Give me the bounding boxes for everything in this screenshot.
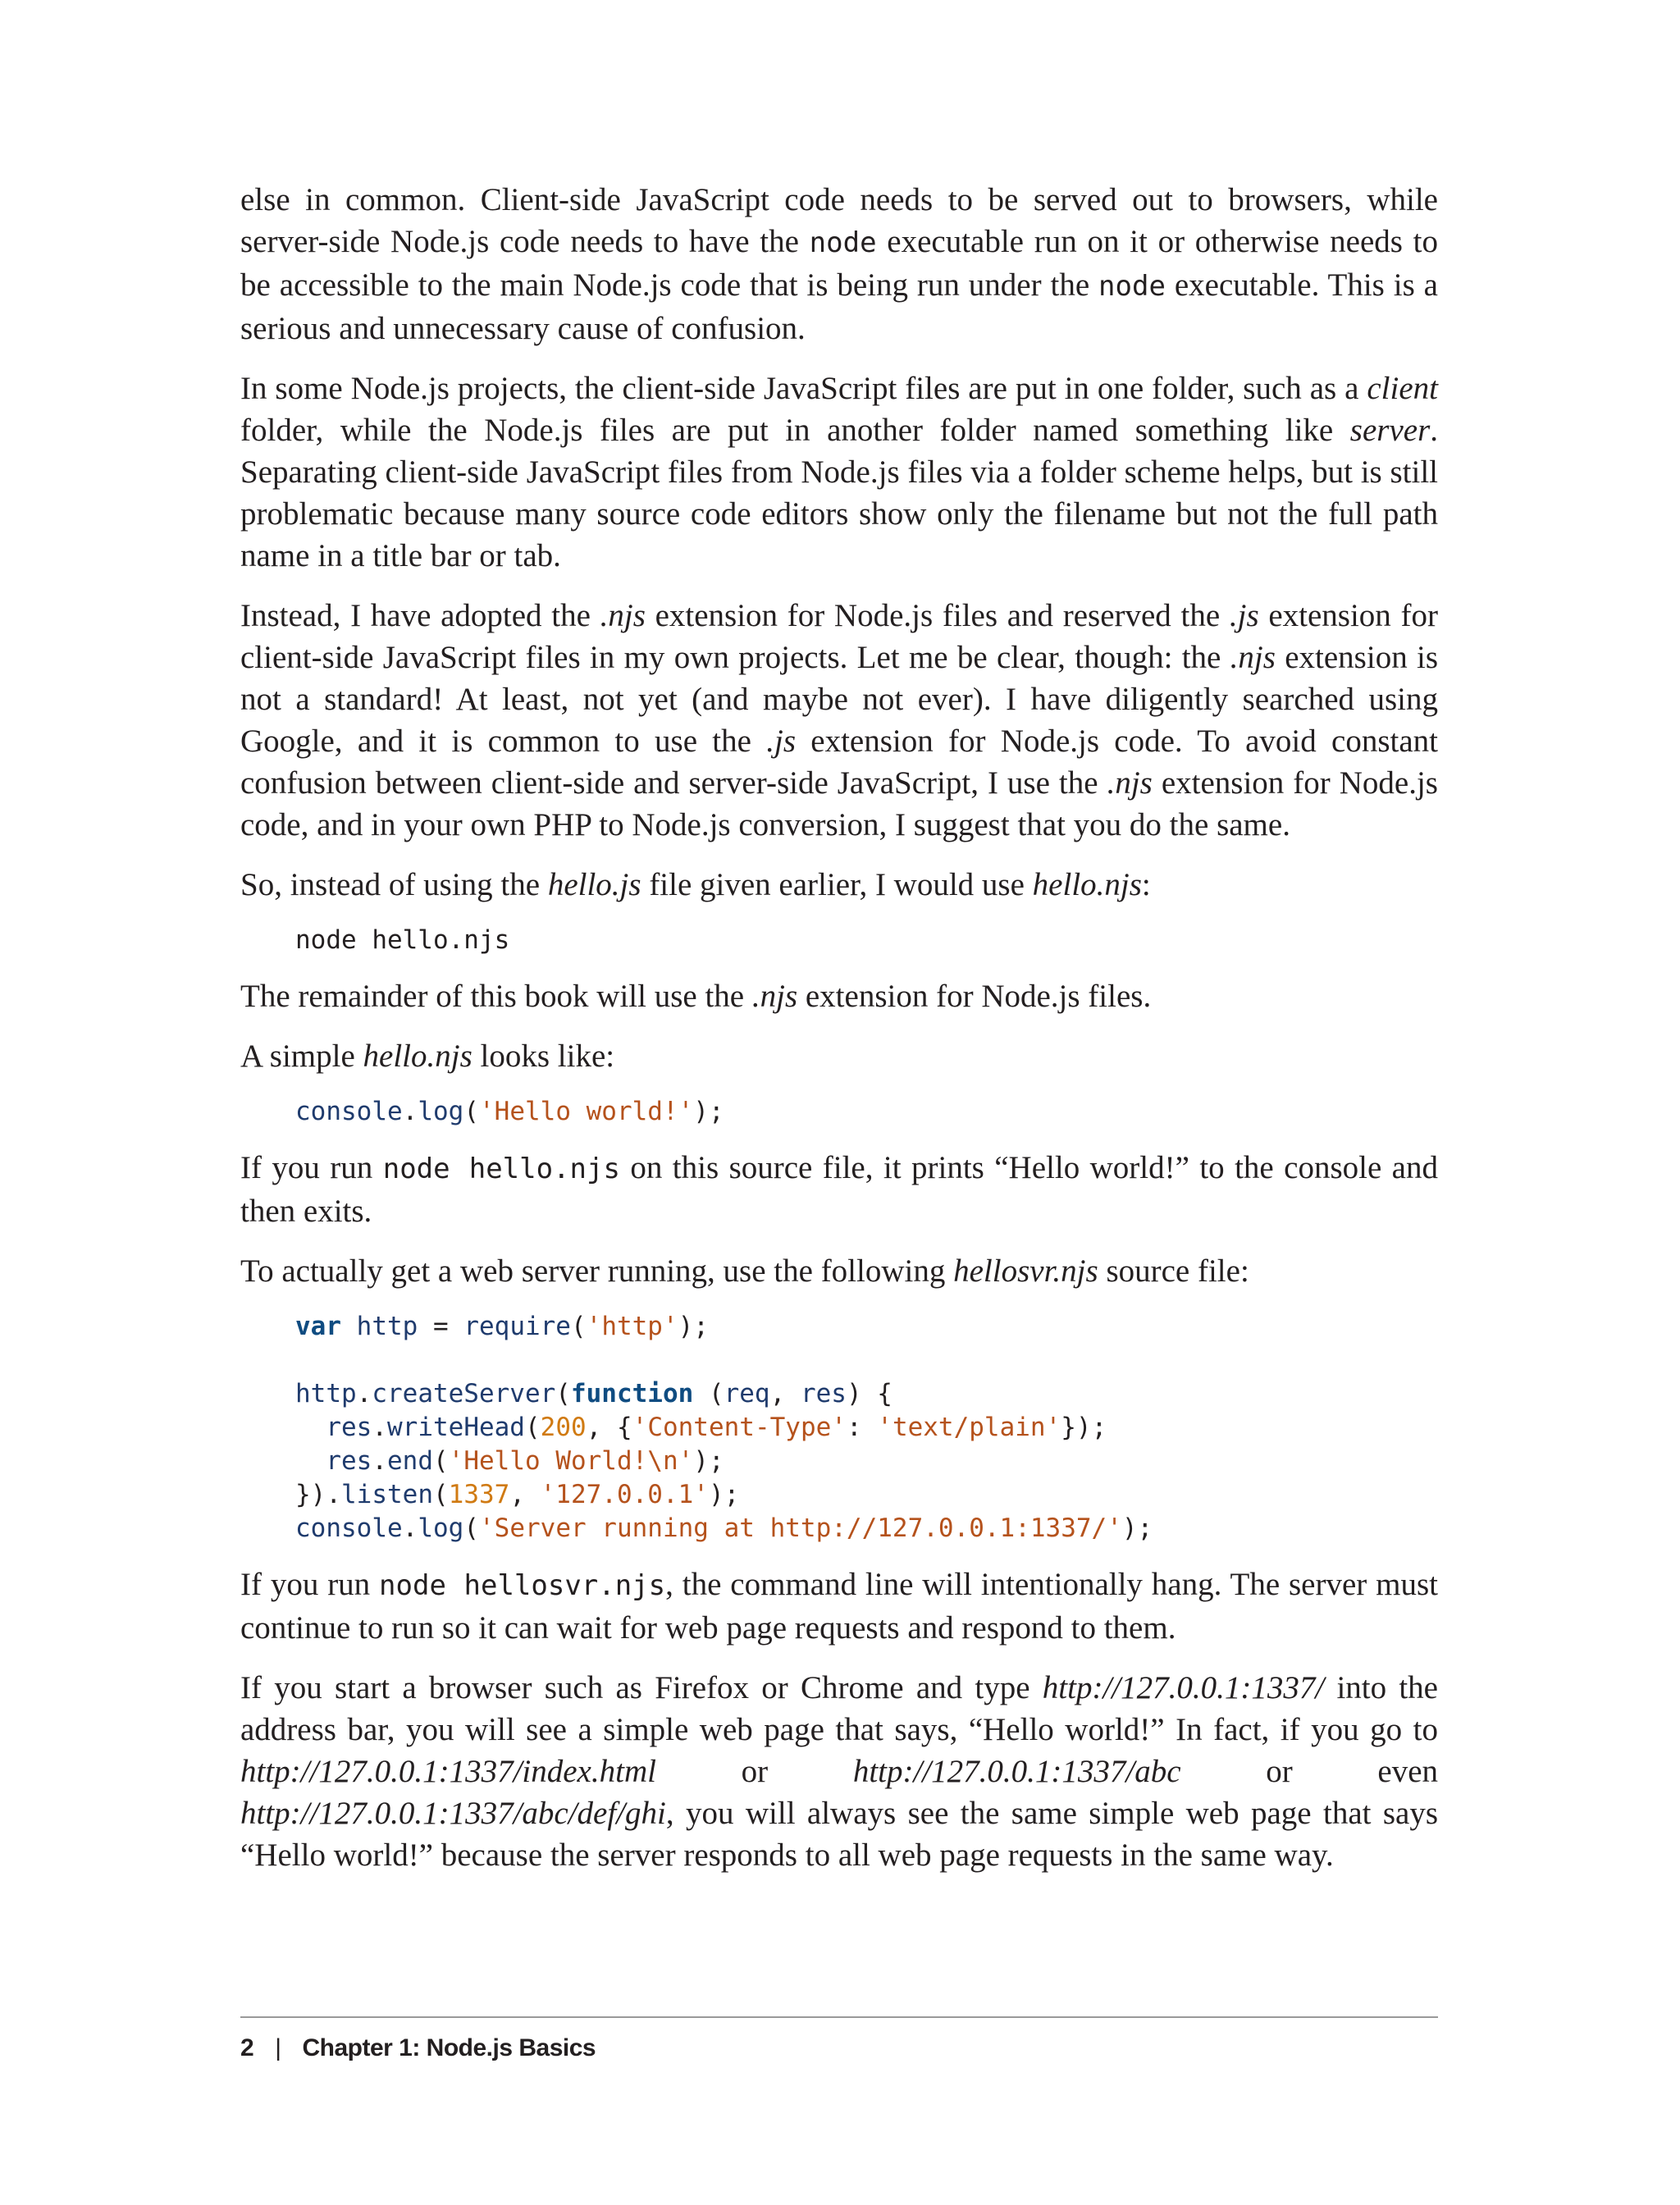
italic-text: hello.js [547, 867, 641, 902]
italic-text: .njs [1107, 765, 1153, 801]
italic-text: hellosvr.njs [953, 1253, 1098, 1289]
code-token: createServer [372, 1379, 556, 1408]
chapter-title: Chapter 1: Node.js Basics [302, 2034, 596, 2061]
code-token: http [295, 1379, 357, 1408]
text-run: Instead, I have adopted the [240, 598, 600, 633]
text-run: extension is not a standard! At least, not yet (and maybe not ever). I have diligently searched using Google, and it is common to use the [240, 640, 1439, 759]
code-token: 'http' [586, 1312, 678, 1341]
italic-text: client [1367, 371, 1438, 406]
code-token: res [326, 1446, 372, 1476]
inline-code: node [809, 226, 877, 259]
italic-text: .js [1229, 598, 1259, 633]
code-token: node hello.njs [295, 925, 510, 955]
code-token: listen [341, 1480, 433, 1509]
code-token: . [402, 1097, 418, 1126]
code-token: , [509, 1480, 541, 1509]
code-token: end [387, 1446, 433, 1476]
italic-text: .njs [600, 598, 646, 633]
code-token: ( [463, 1513, 479, 1543]
text-run: , you will always see the same simple web page that says “Hello world!” because the server responds to all web page requests in the same way. [240, 1796, 1438, 1873]
code-token: var [295, 1312, 341, 1341]
code-token: ) { [846, 1379, 892, 1408]
text-run: extension for Node.js files and reserved the [645, 598, 1230, 633]
body-paragraph [240, 179, 1438, 349]
code-token: ); [693, 1446, 724, 1476]
code-token: function [570, 1379, 694, 1408]
code-token: ( [555, 1379, 571, 1408]
inline-code: node hellosvr.njs [379, 1569, 666, 1602]
code-token: console [295, 1097, 403, 1126]
code-block [240, 924, 1438, 957]
text-run: executable. This is a serious and unnecessary cause of confusion. [240, 267, 1438, 346]
text-run: extension for Node.js code. To avoid constant confusion between client-side and server-side JavaScript, I use the [240, 724, 1438, 801]
code-token: '127.0.0.1' [540, 1480, 709, 1509]
code-token: 200 [540, 1413, 587, 1442]
code-line [295, 1411, 1438, 1445]
code-token: ( [463, 1097, 479, 1126]
code-token: = [418, 1312, 464, 1341]
code-token: ); [693, 1097, 724, 1126]
text-run: : [1141, 867, 1151, 902]
text-run: looks like: [472, 1039, 615, 1074]
code-token: 'Content-Type' [632, 1413, 847, 1442]
code-token: : [846, 1413, 878, 1442]
text-run: If you start a browser such as Firefox or Chrome and type [240, 1670, 1043, 1705]
code-token: ( [524, 1413, 541, 1442]
code-block [240, 1095, 1438, 1129]
code-line [295, 1478, 1438, 1512]
text-run: If you run [240, 1150, 383, 1185]
text-run: executable run on it or otherwise needs to be accessible to the main Node.js code that is being run under the [240, 224, 1438, 303]
code-token: res [326, 1413, 372, 1442]
code-token: 'Server running at http://127.0.0.1:1337/' [479, 1513, 1122, 1543]
text-run: , the command line will intentionally hang. The server must continue to run so it can wait for web page requests and respond to them. [240, 1567, 1438, 1646]
text-run: To actually get a web server running, use the following [240, 1253, 954, 1289]
text-run: source file: [1098, 1253, 1249, 1289]
italic-text: server [1349, 413, 1431, 448]
text-run: . Separating client-side JavaScript files from Node.js files via a folder scheme helps, but is still problematic because many source code editors show only the filename but not the full path name in a title bar or tab. [240, 413, 1438, 573]
code-line [295, 1310, 1438, 1344]
body-paragraph [240, 1667, 1438, 1876]
code-line [295, 1344, 1438, 1377]
body-paragraph [240, 975, 1438, 1017]
text-run: on this source file, it prints “Hello world!” to the console and then exits. [240, 1150, 1438, 1229]
code-line [295, 1512, 1438, 1545]
text-run: extension for Node.js files. [797, 979, 1152, 1014]
code-line [295, 1095, 1438, 1129]
code-token: . [402, 1513, 418, 1543]
code-token: req [724, 1379, 770, 1408]
body-paragraph [240, 1147, 1438, 1232]
code-token: , [769, 1379, 801, 1408]
code-token: ( [570, 1312, 587, 1341]
body-paragraph [240, 1250, 1438, 1292]
italic-text: http://127.0.0.1:1337/abc/def/ghi [240, 1796, 666, 1831]
text-run: The remainder of this book will use the [240, 979, 752, 1014]
code-token [341, 1312, 357, 1341]
footer-text [240, 2034, 1438, 2062]
italic-text: hello.njs [1032, 867, 1142, 902]
italic-text: .njs [1230, 640, 1276, 675]
text-run: or even [1180, 1754, 1438, 1789]
text-run: or [655, 1754, 853, 1789]
italic-text: http://127.0.0.1:1337/ [1042, 1670, 1325, 1705]
code-line [295, 924, 1438, 957]
code-token: }). [295, 1480, 341, 1509]
code-token: 'text/plain' [877, 1413, 1061, 1442]
italic-text: http://127.0.0.1:1337/abc [852, 1754, 1181, 1789]
code-token: , { [586, 1413, 632, 1442]
body-paragraph [240, 864, 1438, 906]
page-footer [240, 2016, 1438, 2062]
text-run: extension for Node.js code, and in your own PHP to Node.js conversion, I suggest that you do the same. [240, 765, 1438, 842]
text-run: A simple [240, 1039, 363, 1074]
text-run: extension for client-side JavaScript files in my own projects. Let me be clear, though: the [240, 598, 1438, 675]
body-paragraph [240, 368, 1438, 577]
text-run: So, instead of using the [240, 867, 548, 902]
code-line [295, 1445, 1438, 1478]
text-run: If you run [240, 1567, 380, 1602]
code-token [295, 1446, 326, 1476]
code-token: ); [678, 1312, 709, 1341]
code-token: require [463, 1312, 571, 1341]
code-line [295, 1377, 1438, 1411]
text-run: else in common. Client-side JavaScript code needs to be served out to browsers, while server-side Node.js code needs to have the [240, 182, 1438, 259]
code-token: http [356, 1312, 418, 1341]
code-token: ); [708, 1480, 740, 1509]
code-token [295, 1413, 326, 1442]
inline-code: node [1098, 270, 1166, 303]
code-token: ); [1121, 1513, 1153, 1543]
code-token: ( [432, 1480, 449, 1509]
code-token: . [372, 1413, 387, 1442]
code-token: 1337 [448, 1480, 510, 1509]
code-block [240, 1310, 1438, 1545]
page-body [240, 179, 1438, 1894]
footer-rule [240, 2016, 1438, 2018]
code-token: 'Hello world!' [479, 1097, 694, 1126]
code-token: }); [1061, 1413, 1107, 1442]
italic-text: http://127.0.0.1:1337/index.html [240, 1754, 656, 1789]
body-paragraph [240, 1035, 1438, 1077]
text-run: folder, while the Node.js files are put in another folder named something like [240, 413, 1350, 448]
page-number: 2 [240, 2034, 254, 2061]
code-token: 'Hello World!\n' [448, 1446, 694, 1476]
code-token: ( [693, 1379, 724, 1408]
code-token: console [295, 1513, 403, 1543]
italic-text: hello.njs [363, 1039, 472, 1074]
body-paragraph [240, 595, 1438, 846]
code-token: res [800, 1379, 847, 1408]
text-run: file given earlier, I would use [641, 867, 1033, 902]
code-token: writeHead [387, 1413, 525, 1442]
code-token: ( [433, 1446, 449, 1476]
footer-separator: | [275, 2034, 281, 2061]
text-run: into the address bar, you will see a simple web page that says, “Hello world!” In fact, if you go to [240, 1670, 1438, 1747]
code-token: log [418, 1097, 464, 1126]
italic-text: .js [766, 724, 796, 759]
body-paragraph [240, 1564, 1438, 1649]
code-token: . [372, 1446, 387, 1476]
code-token: log [418, 1513, 464, 1543]
code-token: . [356, 1379, 372, 1408]
text-run: In some Node.js projects, the client-side JavaScript files are put in one folder, such as a [240, 371, 1367, 406]
inline-code: node hello.njs [382, 1153, 620, 1185]
italic-text: .njs [751, 979, 798, 1014]
